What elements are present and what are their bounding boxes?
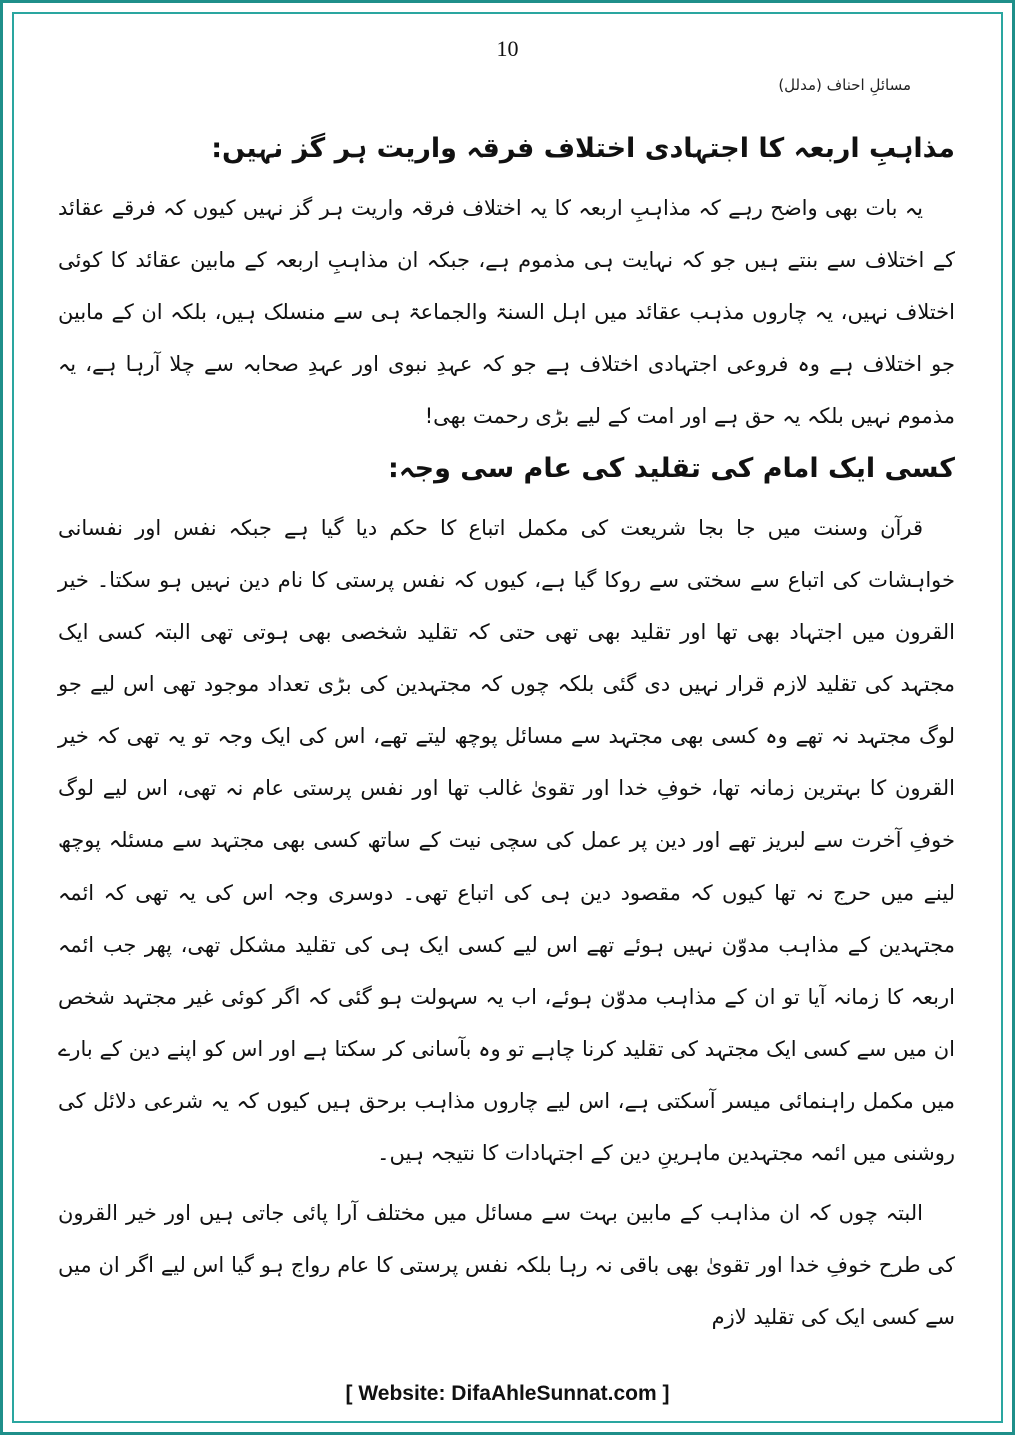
section-heading-2: کسی ایک امام کی تقلید کی عام سی وجہ: bbox=[388, 453, 955, 485]
section-1-paragraph: یہ بات بھی واضح رہے کہ مذاہبِ اربعہ کا یہ اختلاف فرقہ واریت ہر گز نہیں کیوں کہ فرقے عقائد کے اختلاف سے بنتے ہیں جو کہ نہایت ہی مذموم ہے، جبکہ ان مذاہبِ اربعہ کے مابین عقائد کا کوئی اختلاف نہیں، یہ چاروں مذہب عقائد میں اہل السنۃ والجماعۃ ہی سے منسلک ہیں، بلکہ ان کے مابین جو اختلاف ہے وہ فروعی اجتہادی اختلاف ہے جو کہ عہدِ نبوی اور عہدِ صحابہ سے چلا آرہا ہے، یہ مذموم نہیں بلکہ یہ حق ہے اور امت کے لیے بڑی رحمت بھی! bbox=[58, 195, 955, 429]
section-2-paragraph-2: البتہ چوں کہ ان مذاہب کے مابین بہت سے مسائل میں مختلف آرا پائی جاتی ہیں اور خیر القرون کی طرح خوفِ خدا اور تقویٰ بھی باقی نہ رہا بلکہ نفس پرستی کا عام رواج ہو گیا اس لیے اگر ان میں سے کسی ایک کی تقلید لازم bbox=[58, 1201, 955, 1330]
section-heading-1: مذاہبِ اربعہ کا اجتہادی اختلاف فرقہ واریت ہر گز نہیں: bbox=[211, 133, 955, 164]
document-body bbox=[58, 130, 955, 1351]
section-2-paragraph-1: قرآن وسنت میں جا بجا شریعت کی مکمل اتباع کا حکم دیا گیا ہے جبکہ نفس اور نفسانی خواہشات کی اتباع سے سختی سے روکا گیا ہے، کیوں کہ نفس پرستی کا نام دین نہیں ہو سکتا۔ خیر القرون میں اجتہاد بھی تھا اور تقلید بھی تھی حتی کہ تقلید شخصی بھی ہوتی تھی البتہ کسی ایک مجتہد کی تقلید لازم قرار نہیں دی گئی بلکہ چوں کہ مجتہدین کی بڑی تعداد موجود تھی اس لیے جو لوگ مجتہد نہ تھے وہ کسی بھی مجتہد سے مسائل پوچھ لیتے تھے، اس کی ایک وجہ تو یہ تھی کہ خیر القرون کا بہترین زمانہ تھا، خوفِ خدا اور تقویٰ غالب تھا اور نفس پرستی عام نہ تھی، اس لیے لوگ خوفِ آخرت سے لبریز تھے اور دین پر عمل کی سچی نیت کے ساتھ کسی بھی مجتہد سے مسئلہ پوچھ لینے میں حرج نہ تھا کیوں کہ مقصود دین ہی کی اتباع تھی۔ دوسری وجہ اس کی یہ تھی کہ ائمہ مجتہدین کے مذاہب مدوّن نہیں ہوئے تھے اس لیے کسی ایک ہی کی تقلید مشکل تھی، پھر جب ائمہ اربعہ کا زمانہ آیا تو ان کے مذاہب مدوّن ہوئے، اب یہ سہولت ہو گئی کہ اگر کوئی غیر مجتہد شخص ان میں سے کسی ایک مجتہد کی تقلید کرنا چاہے تو وہ بآسانی کر سکتا ہے اور اس کو اپنے دین کے بارے میں مکمل راہنمائی میسر آسکتی ہے، اس لیے چاروں مذاہب برحق ہیں کیوں کہ یہ شرعی دلائل کی روشنی میں ائمہ مجتہدین ماہرینِ دین کے اجتہادات کا نتیجہ ہیں۔ bbox=[58, 515, 955, 1165]
website-footer: [ Website: DifaAhleSunnat.com ] bbox=[345, 1382, 670, 1405]
book-title: مسائلِ احناف (مدلل) bbox=[778, 76, 911, 94]
page-number: 10 bbox=[496, 36, 519, 61]
